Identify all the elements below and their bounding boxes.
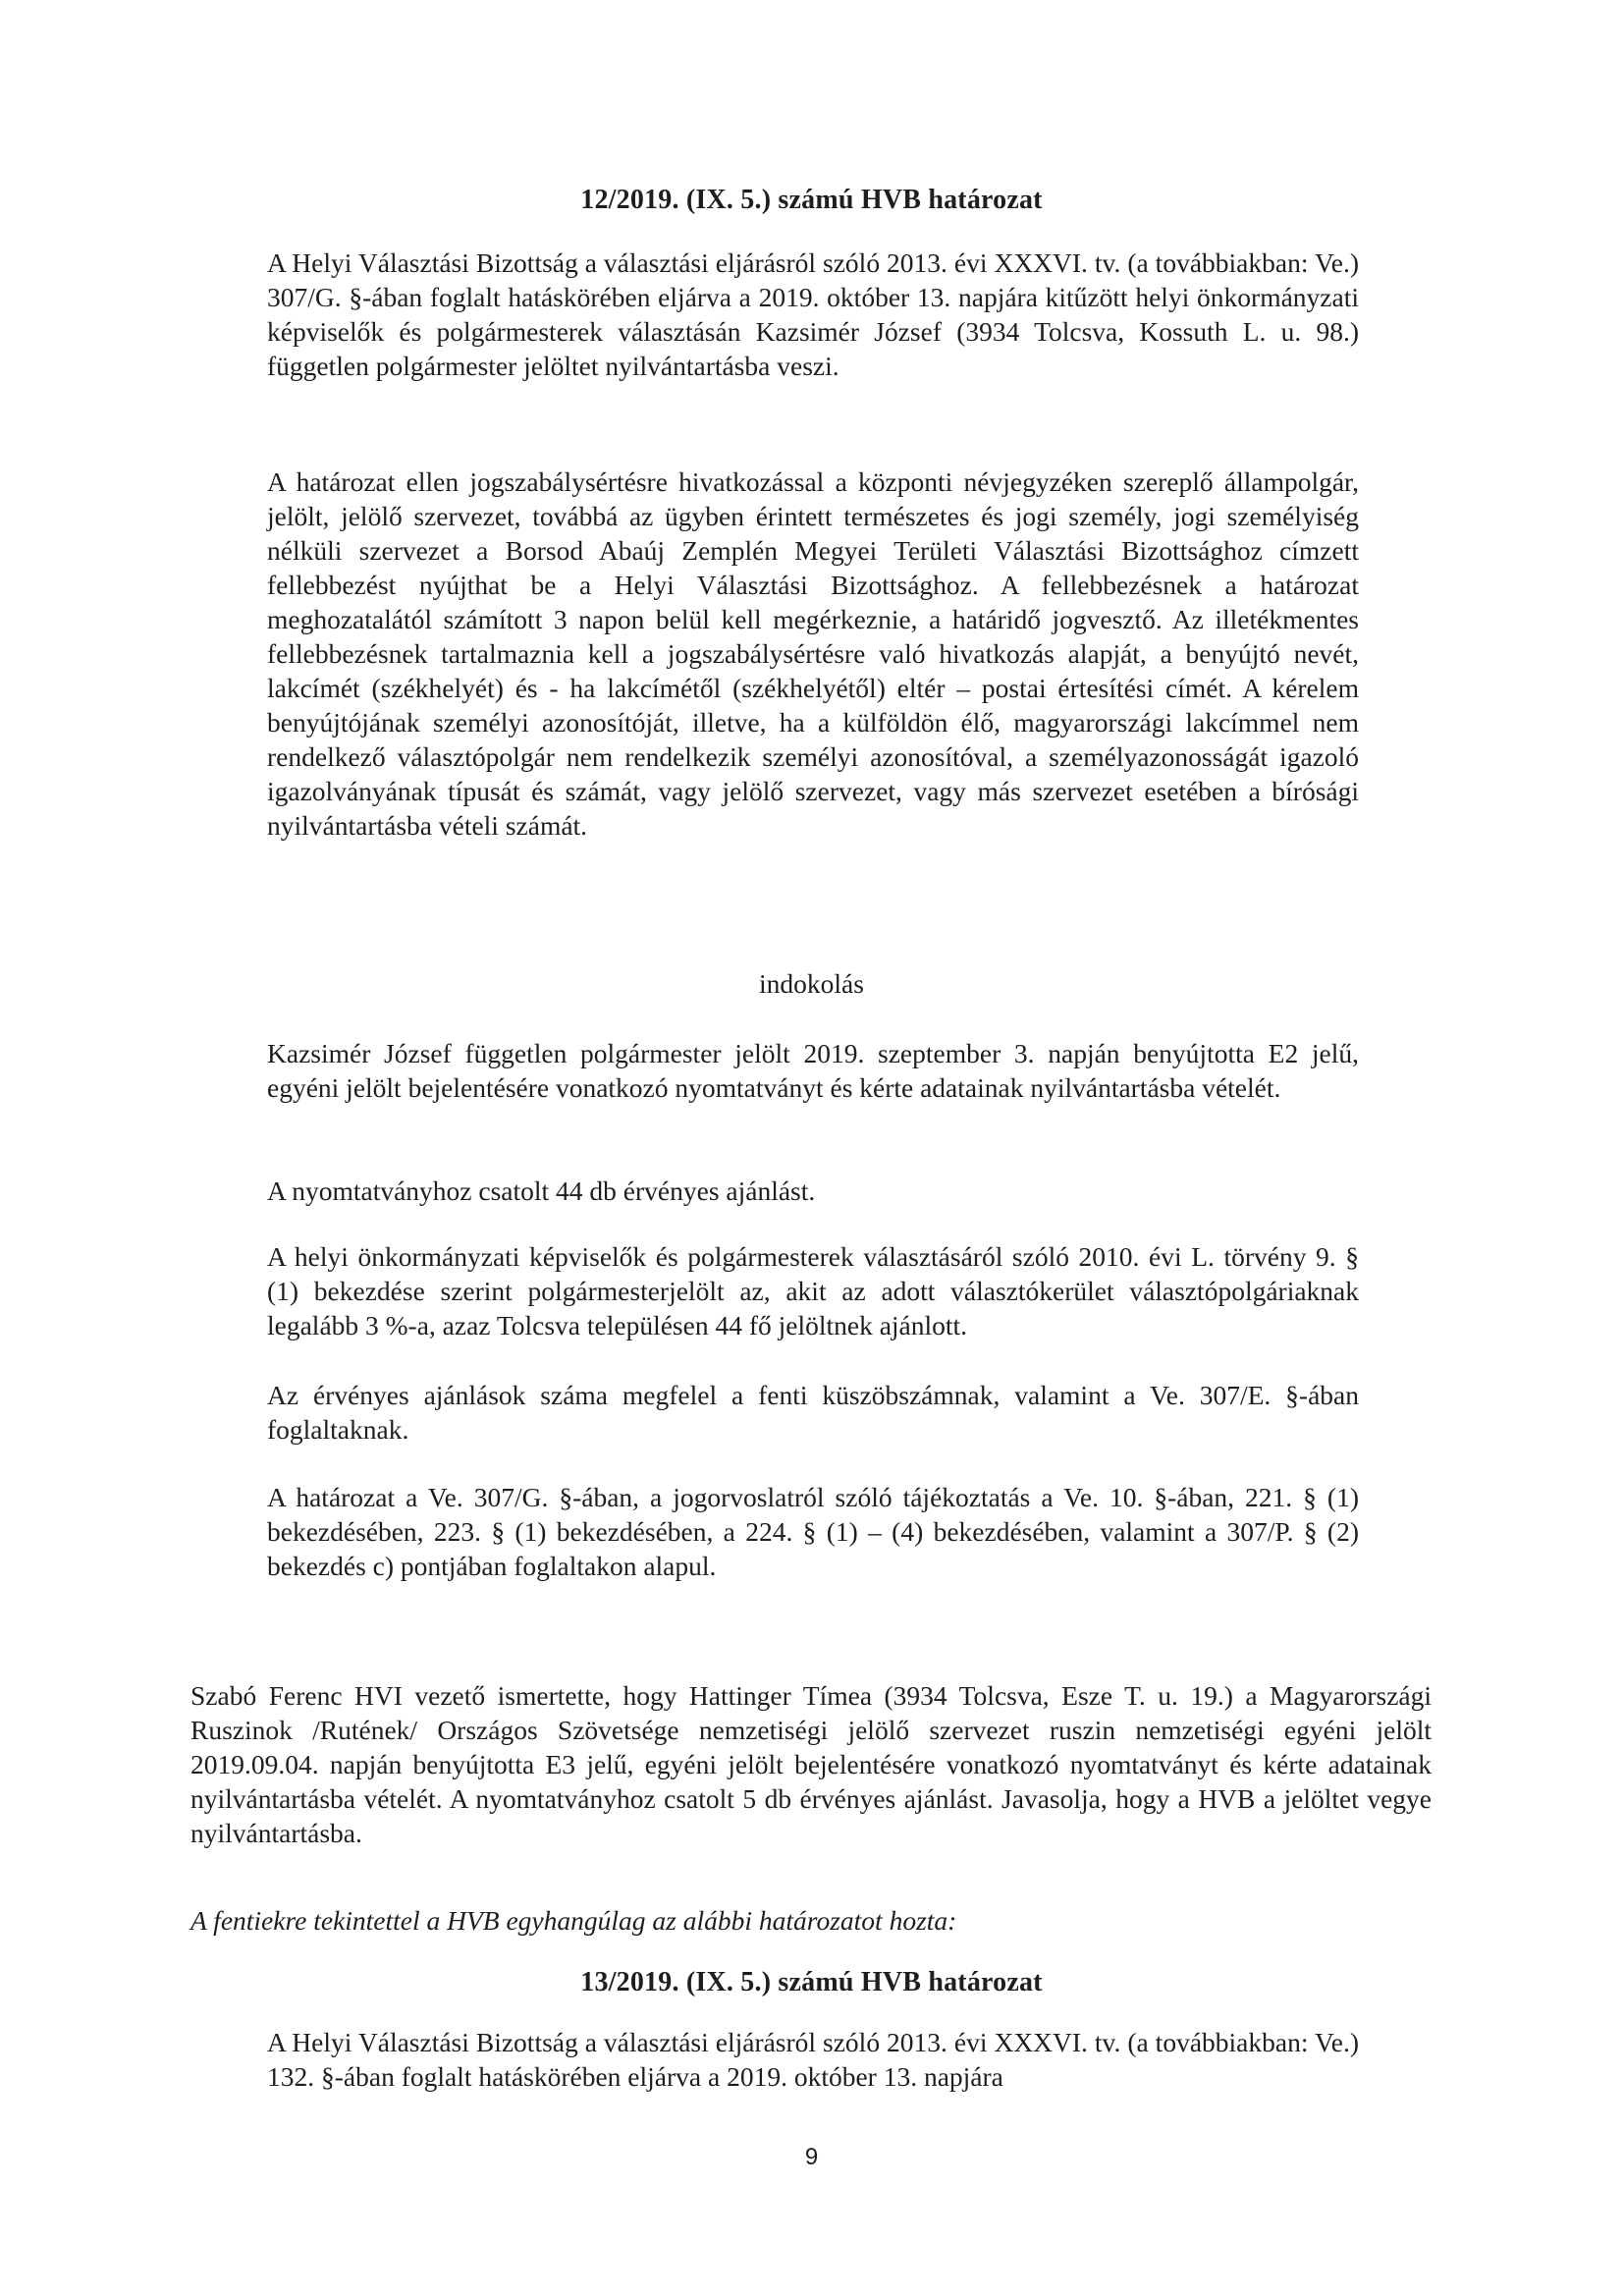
reasoning-text-3: A helyi önkormányzati képviselők és polgármesterek választásáról szóló 2010. évi L. törvény 9. § (1) bekezdése szerint polgármesterjelölt az, akit az adott választókerület választópolgáriaknak legalább 3 %-a, azaz Tolcsva településen 44 fő jelöltnek ajánlott. — [267, 1241, 1359, 1340]
reasoning-heading: indokolás — [759, 968, 864, 999]
decision-13-text: A Helyi Választási Bizottság a választási eljárásról szóló 2013. évi XXXVI. tv. (a továbbiakban: Ve.) 132. §-ában foglalt hatáskörében eljárva a 2019. október 13. napjára — [267, 2027, 1359, 2092]
reasoning-paragraph-1 — [267, 1036, 1359, 1105]
minutes-report-paragraph — [190, 1678, 1432, 1850]
decision-12-appeal-paragraph — [267, 465, 1359, 843]
reasoning-text-1: Kazsimér József független polgármester jelölt 2019. szeptember 3. napján benyújtotta E2 jelű, egyéni jelölt bejelentésére vonatkozó nyomtatványt és kérte adatainak nyilvántartásba vételét. — [267, 1038, 1359, 1103]
reasoning-paragraph-4 — [267, 1378, 1359, 1447]
unanimous-decision-note: A fentiekre tekintettel a HVB egyhangúlag az alábbi határozatot hozta: — [190, 1905, 957, 1936]
reasoning-text-5: A határozat a Ve. 307/G. §-ában, a jogorvoslatról szóló tájékoztatás a Ve. 10. §-ában, 221. § (1) bekezdésében, 223. § (1) bekezdésében, a 224. § (1) – (4) bekezdésében, valamint a 307/P. § (2) bekezdés c) pontjában foglaltakon alapul. — [267, 1482, 1359, 1581]
decision-13-operative-paragraph — [267, 2025, 1359, 2094]
reasoning-paragraph-2 — [267, 1174, 1359, 1208]
page-number: 9 — [804, 2144, 819, 2170]
reasoning-paragraph-3 — [267, 1239, 1359, 1342]
decision-13-title: 13/2019. (IX. 5.) számú HVB határozat — [580, 1967, 1043, 1997]
reasoning-text-4: Az érvényes ajánlások száma megfelel a fenti küszöbszámnak, valamint a Ve. 307/E. §-ában foglaltaknak. — [267, 1380, 1359, 1445]
minutes-report-text: Szabó Ferenc HVI vezető ismertette, hogy Hattinger Tímea (3934 Tolcsva, Esze T. u. 19.) a Magyarországi Ruszinok /Rutének/ Országos Szövetsége nemzetiségi jelölő szervezet ruszin nemzetiségi egyéni jelölt 2019.09.04. napján benyújtotta E3 jelű, egyéni jelölt bejelentésére vonatkozó nyomtatványt és kérte adatainak nyilvántartásba vételét. A nyomtatványhoz csatolt 5 db érvényes ajánlást. Javasolja, hogy a HVB a jelöltet vegye nyilvántartásba. — [190, 1680, 1432, 1848]
reasoning-paragraph-5 — [267, 1480, 1359, 1583]
decision-12-text: A Helyi Választási Bizottság a választási eljárásról szóló 2013. évi XXXVI. tv. (a továbbiakban: Ve.) 307/G. §-ában foglalt hatáskörében eljárva a 2019. október 13. napjára kitűzött helyi önkormányzati képviselők és polgármesterek választásán Kazsimér József (3934 Tolcsva, Kossuth L. u. 98.) független polgármester jelöltet nyilvántartásba veszi. — [267, 247, 1359, 381]
decision-12-operative-paragraph — [267, 246, 1359, 383]
appeal-information-text: A határozat ellen jogszabálysértésre hivatkozással a központi névjegyzéken szereplő állampolgár, jelölt, jelölő szervezet, továbbá az ügyben érintett természetes és jogi személy, jogi személyiség nélküli szervezet a Borsod Abaúj Zemplén Megyei Területi Választási Bizottsághoz címzett fellebbezést nyújthat be a Helyi Választási Bizottsághoz. A fellebbezésnek a határozat meghozatalától számított 3 napon belül kell megérkeznie, a határidő jogvesztő. Az illetékmentes fellebbezésnek tartalmaznia kell a jogszabálysértésre való hivatkozás alapját, a benyújtó nevét, lakcímét (székhelyét) és - ha lakcímétől (székhelyétől) eltér – postai értesítési címét. A kérelem benyújtójának személyi azonosítóját, illetve, ha a külföldön élő, magyarországi lakcímmel nem rendelkező választópolgár nem rendelkezik személyi azonosítóval, a személyazonosságát igazoló igazolványának típusát és számát, vagy jelölő szervezet, vagy más szervezet esetében a bírósági nyilvántartásba vételi számát. — [267, 466, 1359, 841]
reasoning-text-2: A nyomtatványhoz csatolt 44 db érvényes ajánlást. — [267, 1175, 816, 1206]
decision-12-title: 12/2019. (IX. 5.) számú HVB határozat — [580, 185, 1043, 215]
